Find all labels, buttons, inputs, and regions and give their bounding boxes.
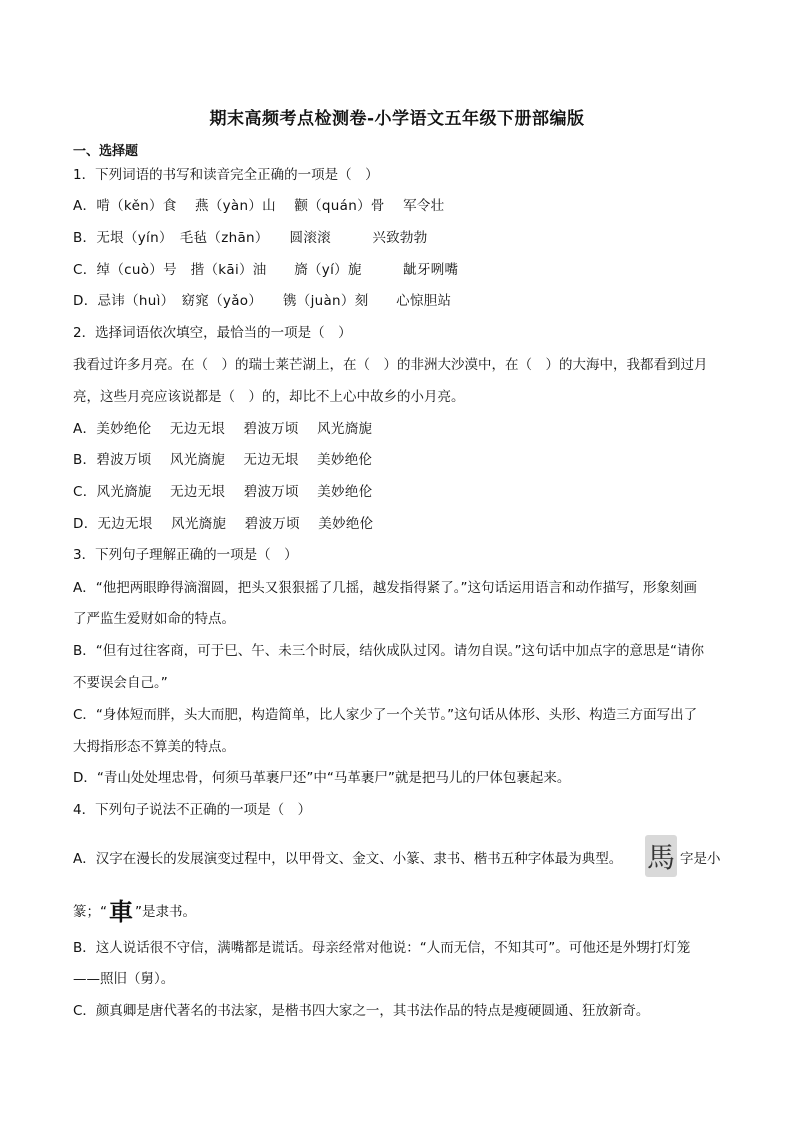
question-1-stem: 1．下列词语的书写和读音完全正确的一项是（ ） [73,167,379,183]
page-title: 期末高频考点检测卷-小学语文五年级下册部编版 [209,109,585,129]
clerical-script-character-image: 車 [109,897,133,926]
question-4-stem: 4．下列句子说法不正确的一项是（ ） [73,802,312,818]
question-2-option-c: C．风光旖旎 无边无垠 碧波万顷 美妙绝伦 [73,484,373,500]
question-3-option-a-line-2: 了严监生爱财如命的特点。 [73,611,235,627]
question-2-option-d: D．无边无垠 风光旖旎 碧波万顷 美妙绝伦 [73,516,374,532]
question-4-option-b-line-1: B．这人说话很不守信，满嘴都是谎话。母亲经常对他说：“人而无信，不知其可”。可他还是外甥打灯笼 [73,940,691,956]
question-3-option-b-line-2: 不要误会自己。” [73,675,168,691]
question-1-option-b: B．无垠（yín） 毛毡（zhān） 圆滚滚 兴致勃勃 [73,230,428,246]
question-4-option-a-text: A．汉字在漫长的发展演变过程中，以甲骨文、金文、小篆、隶书、楷书五种字体最为典型。 [73,851,623,867]
question-3-option-c-line-2: 大拇指形态不算美的特点。 [73,739,235,755]
question-3-option-d: D．“青山处处埋忠骨，何须马革裹尸还”中“马革裹尸”就是把马儿的尸体包裹起来。 [73,770,571,786]
question-4-option-c: C．颜真卿是唐代著名的书法家，是楷书四大家之一，其书法作品的特点是瘦硬圆通、狂放新奇。 [73,1003,650,1019]
question-2-stem: 2．选择词语依次填空，最恰当的一项是（ ） [73,325,352,341]
seal-script-character-image: 馬 [645,835,677,877]
question-3-stem: 3．下列句子理解正确的一项是（ ） [73,547,298,563]
question-1-option-d: D．忌讳（huì） 窈窕（yǎo） 镌（juàn）刻 心惊胆站 [73,293,452,309]
question-4-option-a-line-1 [73,850,622,868]
question-3-option-b-line-1: B．“但有过往客商，可于巳、午、未三个时辰，结伙成队过冈。请勿自误。”这句话中加点字的意思是“请你 [73,643,704,659]
question-1-option-a: A．啃（kěn）食 燕（yàn）山 颧（quán）骨 军令壮 [73,198,445,214]
question-4-option-b-line-2: ——照旧（舅）。 [73,971,175,987]
section-heading: 一、选择题 [73,144,139,159]
question-2-option-b: B．碧波万顷 风光旖旎 无边无垠 美妙绝伦 [73,452,373,468]
question-4-option-a-line-2: 篆；“車 ”是隶书。 [73,897,196,926]
question-2-passage-line-2: 亮，这些月亮应该说都是（ ）的，却比不上心中故乡的小月亮。 [73,389,465,405]
question-3-option-c-line-1: C．“身体短而胖，头大而肥，构造简单，比人家少了一个关节。”这句话从体形、头形、构造三方面写出了 [73,707,698,723]
question-2-option-a: A．美妙绝伦 无边无垠 碧波万顷 风光旖旎 [73,421,373,437]
question-2-passage-line-1: 我看过许多月亮。在（ ）的瑞士莱芒湖上，在（ ）的非洲大沙漠中，在（ ）的大海中，我都看到过月 [73,357,708,373]
question-1-option-c: C．绰（cuò）号 揩（kāi）油 旖（yí）旎 龇牙咧嘴 [73,262,459,278]
question-3-option-a-line-1: A．“他把两眼睁得滴溜圆，把头又狠狠摇了几摇，越发指得紧了。”这句话运用语言和动作描写，形象刻画 [73,580,697,596]
question-4-option-a-tail: 字是小 [680,851,721,867]
